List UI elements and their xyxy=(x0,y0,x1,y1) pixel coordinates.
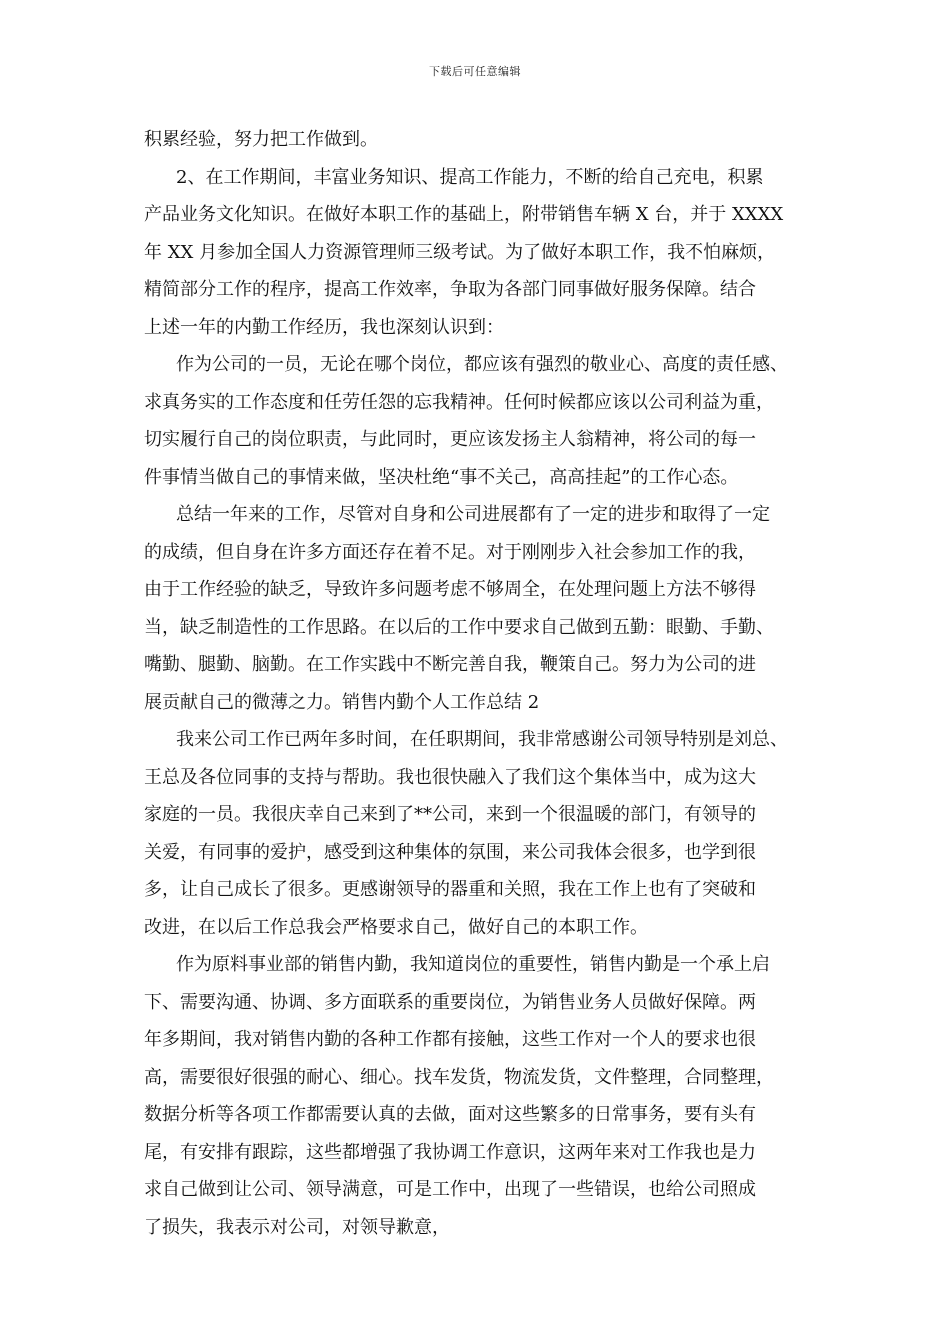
text-line: 嘴勤、腿勤、脑勤。在工作实践中不断完善自我，鞭策自己。努力为公司的进 xyxy=(144,654,756,675)
text-line: 求真务实的工作态度和任劳任怨的忘我精神。任何时候都应该以公司利益为重， xyxy=(144,391,774,413)
text-line: 高，需要很好很强的耐心、细心。找车发货，物流发货，文件整理，合同整理， xyxy=(144,1066,774,1088)
text-line: 家庭的一员。我很庆幸自己来到了**公司，来到一个很温暖的部门，有领导的 xyxy=(144,804,756,825)
text-line: 多，让自己成长了很多。更感谢领导的器重和关照，我在工作上也有了突破和 xyxy=(144,879,756,900)
text-line: 当，缺乏制造性的工作思路。在以后的工作中要求自己做到五勤：眼勤、手勤、 xyxy=(144,616,774,638)
text-line: 下、需要沟通、协调、多方面联系的重要岗位，为销售业务人员做好保障。两 xyxy=(144,991,756,1013)
text-line: 尾，有安排有跟踪，这些都增强了我协调工作意识，这两年来对工作我也是力 xyxy=(144,1141,756,1163)
text-line: 了损失，我表示对公司，对领导歉意， xyxy=(144,1216,450,1238)
text-line: 改进，在以后工作总我会严格要求自己，做好自己的本职工作。 xyxy=(144,916,648,938)
document-body xyxy=(144,121,812,1246)
text-line: 的成绩，但自身在许多方面还存在着不足。对于刚刚步入社会参加工作的我， xyxy=(144,541,756,563)
text-line: 件事情当做自己的事情来做，坚决杜绝“事不关己，高高挂起”的工作心态。 xyxy=(144,466,739,488)
text-line: 我来公司工作已两年多时间，在任职期间，我非常感谢公司领导特别是刘总、 xyxy=(176,729,788,750)
page-header: 下载后可任意编辑 xyxy=(429,65,521,78)
text-line: 展贡献自己的微薄之力。销售内勤个人工作总结 2 xyxy=(144,691,540,713)
text-line: 积累经验，努力把工作做到。 xyxy=(144,129,378,150)
text-line: 年多期间，我对销售内勤的各种工作都有接触，这些工作对一个人的要求也很 xyxy=(144,1029,756,1050)
text-line: 数据分析等各项工作都需要认真的去做，面对这些繁多的日常事务，要有头有 xyxy=(144,1104,756,1125)
text-line: 2、在工作期间，丰富业务知识、提高工作能力，不断的给自己充电，积累 xyxy=(176,166,764,188)
text-line: 作为原料事业部的销售内勤，我知道岗位的重要性，销售内勤是一个承上启 xyxy=(176,954,770,975)
text-line: 关爱，有同事的爱护，感受到这种集体的氛围，来公司我体会很多，也学到很 xyxy=(144,841,756,863)
text-line: 年 XX 月参加全国人力资源管理师三级考试。为了做好本职工作，我不怕麻烦， xyxy=(144,241,776,263)
text-line: 求自己做到让公司、领导满意，可是工作中，出现了一些错误，也给公司照成 xyxy=(144,1179,756,1200)
text-line: 上述一年的内勤工作经历，我也深刻认识到： xyxy=(144,316,504,338)
text-line: 精简部分工作的程序，提高工作效率，争取为各部门同事做好服务保障。结合 xyxy=(144,279,756,300)
text-line: 由于工作经验的缺乏，导致许多问题考虑不够周全，在处理问题上方法不够得 xyxy=(144,579,756,600)
text-line: 王总及各位同事的支持与帮助。我也很快融入了我们这个集体当中，成为这大 xyxy=(144,766,756,788)
text-line: 切实履行自己的岗位职责，与此同时，更应该发扬主人翁精神，将公司的每一 xyxy=(144,429,756,450)
text-line: 产品业务文化知识。在做好本职工作的基础上，附带销售车辆 X 台，并于 XXXX xyxy=(144,204,784,225)
text-line: 作为公司的一员，无论在哪个岗位，都应该有强烈的敬业心、高度的责任感、 xyxy=(176,354,788,375)
text-line: 总结一年来的工作，尽管对自身和公司进展都有了一定的进步和取得了一定 xyxy=(176,504,770,525)
